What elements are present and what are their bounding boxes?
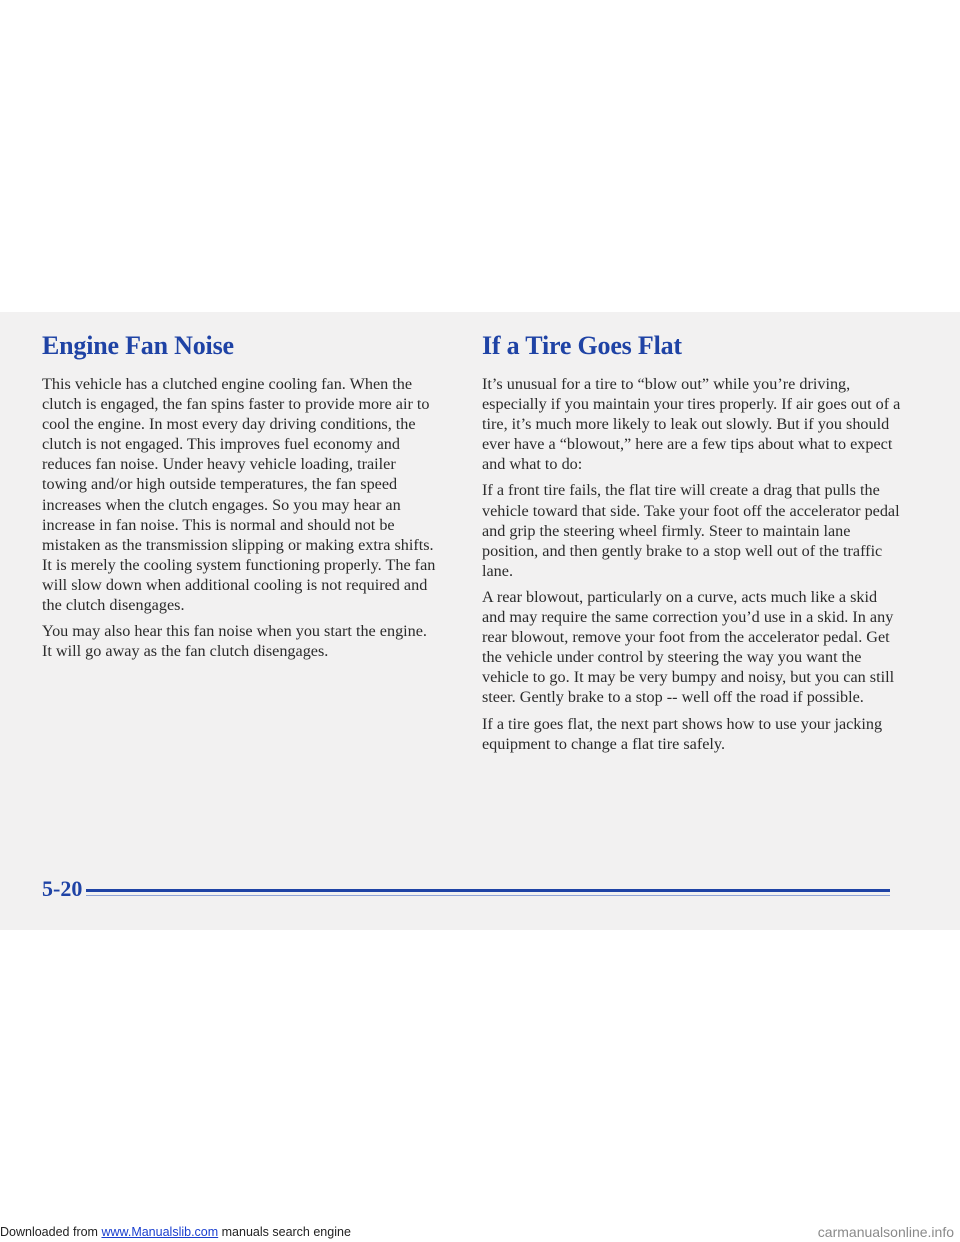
manual-page <box>0 312 960 930</box>
engine-fan-paragraph-1: This vehicle has a clutched engine cooling fan. When the clutch is engaged, the fan spins faster to provide more air to cool the engine. In most every day driving conditions, the clutch is not engaged. This improves fuel economy and reduces fan noise. Under heavy vehicle loading, trailer towing and/or high outside temperatures, the fan speed increases when the clutch engages. So you may hear an increase in fan noise. This is normal and should not be mistaken as the transmission slipping or making extra shifts. It is merely the cooling system functioning properly. The fan will slow down when additional cooling is not required and the clutch disengages. <box>42 375 436 615</box>
tire-flat-paragraph-3: A rear blowout, particularly on a curve, acts much like a skid and may require the same correction you’d use in a skid. In any rear blowout, remove your foot from the accelerator pedal. Get the vehicle under control by steering the way you want the vehicle to go. It may be very bumpy and noisy, but you can still steer. Gently brake to a stop -- well off the road if possible. <box>482 587 895 707</box>
page-footer <box>42 875 890 905</box>
tire-flat-paragraph-1: It’s unusual for a tire to “blow out” while you’re driving, especially if you maintain your tires properly. If air goes out of a tire, it’s much more likely to leak out slowly. But if you should ever have a “blowout,” here are a few tips about what to expect and what to do: <box>482 375 901 474</box>
tire-flat-paragraph-2: If a front tire fails, the flat tire will create a drag that pulls the vehicle toward that side. Take your foot off the accelerator pedal and grip the steering wheel firmly. Steer to maintain lane position, and then gently brake to a stop well out of the traffic lane. <box>482 481 900 580</box>
download-notice <box>0 1222 351 1242</box>
footer-rule <box>86 889 890 892</box>
footer-rule-thin <box>86 895 890 896</box>
left-column <box>42 330 436 667</box>
manualslib-link[interactable]: www.Manualslib.com <box>101 1225 219 1239</box>
download-prefix: Downloaded from <box>0 1225 102 1239</box>
watermark-text: carmanualsonline.info <box>817 1224 954 1240</box>
engine-fan-paragraph-2: You may also hear this fan noise when you start the engine. It will go away as the fan clutch disengages. <box>42 622 427 661</box>
right-column <box>482 330 902 760</box>
tire-flat-paragraph-4: If a tire goes flat, the next part shows how to use your jacking equipment to change a flat tire safely. <box>482 714 883 753</box>
engine-fan-noise-heading: Engine Fan Noise <box>42 331 234 360</box>
page-number: 5-20 <box>42 876 83 901</box>
download-bar <box>0 1222 960 1242</box>
download-suffix: manuals search engine <box>218 1225 351 1239</box>
tire-flat-heading: If a Tire Goes Flat <box>482 331 682 360</box>
